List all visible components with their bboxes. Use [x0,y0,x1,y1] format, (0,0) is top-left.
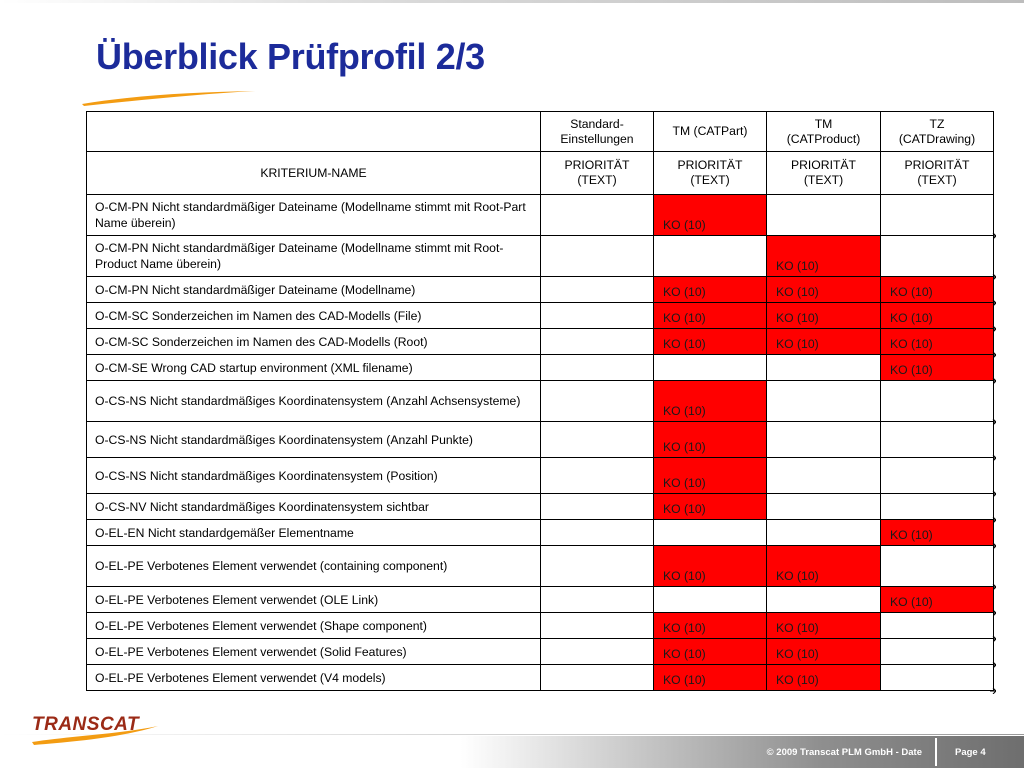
priority-cell-empty [881,422,994,458]
priority-value: KO (10) [663,337,706,351]
priority-cell-empty [541,665,654,691]
priority-cell-ko [767,277,881,303]
priority-cell-ko [767,665,881,691]
footer-copyright: © 2009 Transcat PLM GmbH - Date [766,747,922,758]
priority-cell-ko [654,422,767,458]
priority-cell-empty [881,494,994,520]
priority-cell-ko [881,277,994,303]
cell-marker-arrow-icon [990,688,996,694]
table-row [87,422,994,458]
priority-cell-ko [767,639,881,665]
priority-value: KO (10) [663,569,706,583]
priority-cell-empty [541,277,654,303]
priority-cell-ko [881,355,994,381]
priority-cell-ko [654,613,767,639]
priority-cell-ko [767,236,881,277]
slide-title: Überblick Prüfprofil 2/3 [96,36,485,77]
priority-value: KO (10) [776,569,819,583]
table-row [87,494,994,520]
footer-separator [935,738,937,766]
title-swoosh-decoration [80,88,260,108]
priority-value: KO (10) [663,647,706,661]
priority-cell-empty [541,422,654,458]
priority-value: KO (10) [663,311,706,325]
priority-value: KO (10) [776,311,819,325]
header-cell-prioritaet: PRIORITÄT (TEXT) [541,152,654,195]
priority-value: KO (10) [890,311,933,325]
table-row [87,546,994,587]
priority-cell-empty [881,195,994,236]
priority-cell-empty [881,613,994,639]
priority-cell-empty [541,195,654,236]
priority-cell-empty [881,546,994,587]
priority-cell-ko [654,458,767,494]
priority-cell-empty [654,520,767,546]
criterion-name-cell: O-CS-NS Nicht standardmäßiges Koordinatensystem (Anzahl Punkte) [87,422,541,458]
priority-cell-empty [767,458,881,494]
table-row [87,665,994,691]
priority-value: KO (10) [890,363,933,377]
criteria-table-body [87,112,994,691]
transcat-logo: TRANSCAT [32,714,140,735]
criterion-name-cell: O-CM-SC Sonderzeichen im Namen des CAD-Modells (File) [87,303,541,329]
priority-value: KO (10) [890,337,933,351]
table-row [87,355,994,381]
priority-cell-ko [654,665,767,691]
criterion-name-cell: O-EL-EN Nicht standardgemäßer Elementname [87,520,541,546]
criterion-name-cell: O-EL-PE Verbotenes Element verwendet (OLE Link) [87,587,541,613]
priority-cell-empty [541,613,654,639]
priority-cell-empty [881,236,994,277]
criterion-name-cell: O-EL-PE Verbotenes Element verwendet (containing component) [87,546,541,587]
criterion-name-cell: O-CM-SE Wrong CAD startup environment (XML filename) [87,355,541,381]
priority-cell-ko [767,329,881,355]
priority-value: KO (10) [890,595,933,609]
table-row [87,195,994,236]
header-cell-prioritaet: PRIORITÄT (TEXT) [767,152,881,195]
header-cell-prioritaet: PRIORITÄT (TEXT) [654,152,767,195]
priority-cell-empty [767,587,881,613]
priority-value: KO (10) [776,259,819,273]
table-row [87,381,994,422]
priority-cell-empty [541,329,654,355]
priority-cell-empty [541,381,654,422]
priority-cell-empty [767,494,881,520]
priority-cell-ko [881,520,994,546]
priority-value: KO (10) [663,673,706,687]
priority-cell-ko [654,494,767,520]
priority-cell-empty [767,381,881,422]
priority-cell-empty [541,587,654,613]
priority-cell-ko [654,195,767,236]
priority-value: KO (10) [663,404,706,418]
table-row [87,277,994,303]
priority-cell-empty [541,236,654,277]
priority-cell-empty [881,639,994,665]
priority-value: KO (10) [776,673,819,687]
header-cell-tm-catproduct: TM (CATProduct) [767,112,881,152]
priority-cell-empty [881,458,994,494]
criterion-name-cell: O-CS-NS Nicht standardmäßiges Koordinatensystem (Anzahl Achsensysteme) [87,381,541,422]
header-cell-tz-catdrawing: TZ (CATDrawing) [881,112,994,152]
table-row [87,458,994,494]
priority-cell-empty [767,355,881,381]
criterion-name-cell: O-EL-PE Verbotenes Element verwendet (V4 models) [87,665,541,691]
priority-cell-ko [767,303,881,329]
header-cell-prioritaet: PRIORITÄT (TEXT) [881,152,994,195]
header-row-1 [87,112,994,152]
priority-value: KO (10) [663,502,706,516]
priority-cell-empty [541,458,654,494]
table-row [87,520,994,546]
header-row-2 [87,152,994,195]
priority-value: KO (10) [663,440,706,454]
criterion-name-cell: O-CM-PN Nicht standardmäßiger Dateiname (Modellname stimmt mit Root-Part Name überein) [87,195,541,236]
priority-cell-ko [767,613,881,639]
priority-cell-empty [541,639,654,665]
priority-value: KO (10) [663,621,706,635]
table-row [87,329,994,355]
priority-value: KO (10) [776,285,819,299]
priority-cell-empty [541,355,654,381]
priority-cell-empty [767,520,881,546]
criterion-name-cell: O-EL-PE Verbotenes Element verwendet (Shape component) [87,613,541,639]
priority-cell-empty [541,494,654,520]
priority-value: KO (10) [776,621,819,635]
priority-cell-empty [767,195,881,236]
header-cell-standard: Standard- Einstellungen [541,112,654,152]
criterion-name-cell: O-CS-NV Nicht standardmäßiges Koordinatensystem sichtbar [87,494,541,520]
priority-value: KO (10) [776,337,819,351]
priority-cell-ko [654,303,767,329]
priority-cell-empty [654,355,767,381]
criteria-table-container [86,111,993,691]
criterion-name-cell: O-CM-PN Nicht standardmäßiger Dateiname (Modellname stimmt mit Root-Product Name überein) [87,236,541,277]
priority-value: KO (10) [890,285,933,299]
criterion-name-cell: O-CS-NS Nicht standardmäßiges Koordinatensystem (Position) [87,458,541,494]
priority-cell-empty [541,546,654,587]
table-row [87,236,994,277]
table-row [87,303,994,329]
table-row [87,587,994,613]
criterion-name-cell: O-CM-SC Sonderzeichen im Namen des CAD-Modells (Root) [87,329,541,355]
priority-cell-ko [881,587,994,613]
priority-cell-ko [654,639,767,665]
priority-value: KO (10) [663,218,706,232]
priority-cell-ko [654,329,767,355]
header-cell-tm-catpart: TM (CATPart) [654,112,767,152]
priority-value: KO (10) [890,528,933,542]
priority-cell-empty [767,422,881,458]
priority-value: KO (10) [776,647,819,661]
priority-cell-empty [881,381,994,422]
priority-cell-ko [881,329,994,355]
table-row [87,613,994,639]
priority-cell-empty [654,587,767,613]
priority-cell-empty [654,236,767,277]
criterion-name-cell: O-CM-PN Nicht standardmäßiger Dateiname (Modellname) [87,277,541,303]
priority-value: KO (10) [663,476,706,490]
priority-cell-ko [654,381,767,422]
criterion-name-cell: O-EL-PE Verbotenes Element verwendet (Solid Features) [87,639,541,665]
priority-cell-ko [654,277,767,303]
top-rule [0,0,1024,3]
criteria-table [86,111,994,691]
priority-value: KO (10) [663,285,706,299]
header-cell [87,112,541,152]
priority-cell-ko [654,546,767,587]
header-cell-kriterium: KRITERIUM-NAME [87,152,541,195]
priority-cell-ko [881,303,994,329]
table-row [87,639,994,665]
priority-cell-empty [541,520,654,546]
footer-page-number: Page 4 [955,747,986,758]
priority-cell-ko [767,546,881,587]
priority-cell-empty [881,665,994,691]
priority-cell-empty [541,303,654,329]
